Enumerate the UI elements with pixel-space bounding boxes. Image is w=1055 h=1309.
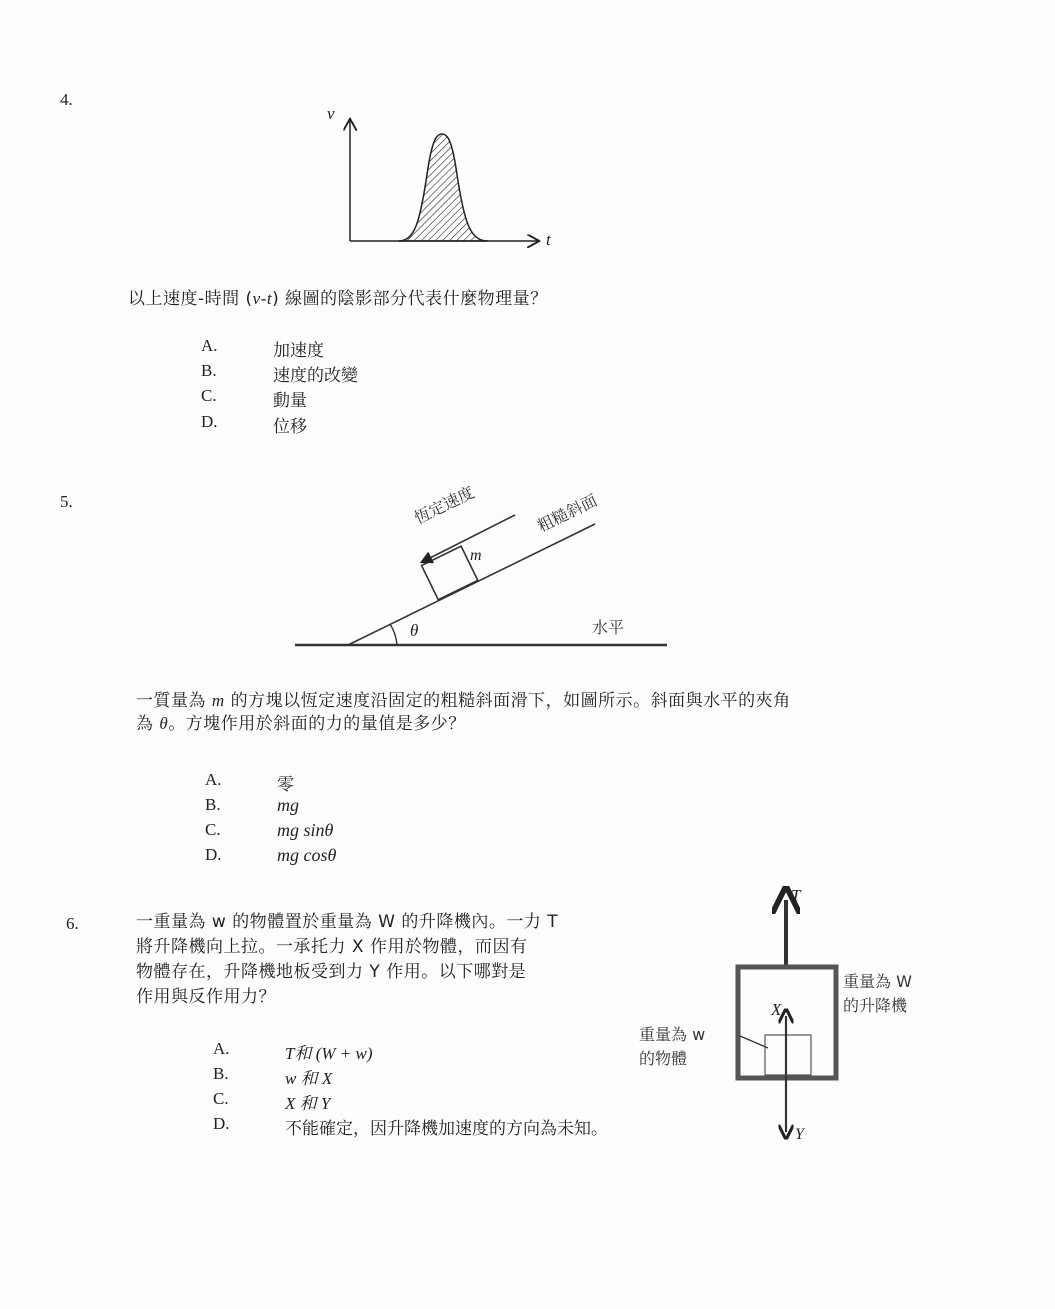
q6-lift-label <box>843 970 912 1018</box>
q5-angle-arc <box>390 624 397 645</box>
q5-stem-line-1: 一質量為 m 的方塊以恆定速度沿固定的粗糙斜面滑下，如圖所示。斜面與水平的夾角 <box>136 691 791 711</box>
q6-tension-label: T <box>791 886 801 905</box>
q5-mass-label: m <box>470 547 482 564</box>
q5-velocity-label: 恆定速度 <box>411 482 478 528</box>
q6-lift-label-line-1: 重量為 W <box>843 972 912 991</box>
q5-incline-line <box>348 524 595 645</box>
q6-stem-line-2: 將升降機向上拉。一承托力 X 作用於物體，而因有 <box>136 937 528 957</box>
q5-stem <box>136 690 956 735</box>
q5-number: 5. <box>60 492 73 511</box>
q6-object-pointer <box>740 1036 768 1048</box>
q5-horizontal-label: 水平 <box>592 618 625 637</box>
q5-angle-label: θ <box>410 621 419 640</box>
q6-number: 6. <box>66 914 79 933</box>
q5-stem-line-2: 為 θ。方塊作用於斜面的力的量值是多少？ <box>136 714 466 734</box>
q4-y-axis-label: v <box>327 104 335 123</box>
q4-stem: 以上速度-時間 (v-t) 線圖的陰影部分代表什麼物理量？ <box>128 289 548 309</box>
q4-x-axis-label: t <box>546 230 551 249</box>
q6-stem-line-4: 作用與反作用力？ <box>136 987 276 1007</box>
q6-object-label <box>639 1023 705 1071</box>
q6-floor-force-label: Y <box>795 1126 804 1143</box>
q6-object-label-line-2: 的物體 <box>639 1049 688 1068</box>
q5-velocity-arrow <box>422 515 515 562</box>
q6-object-box <box>765 1035 811 1075</box>
q5-surface-label: 粗糙斜面 <box>534 490 601 536</box>
q6-lift-diagram <box>730 888 850 1148</box>
q6-stem-line-1: 一重量為 w 的物體置於重量為 W 的升降機內。一力 T <box>136 912 559 932</box>
q6-stem-line-3: 物體存在，升降機地板受到力 Y 作用。以下哪對是 <box>136 962 527 982</box>
q6-object-label-line-1: 重量為 w <box>639 1025 706 1044</box>
q6-stem <box>136 910 676 1010</box>
q4-vt-graph <box>320 108 570 258</box>
q6-normal-label: X <box>771 1000 782 1019</box>
q4-number: 4. <box>60 90 73 109</box>
q6-lift-label-line-2: 的升降機 <box>843 996 908 1015</box>
q4-shaded-area <box>398 134 488 241</box>
